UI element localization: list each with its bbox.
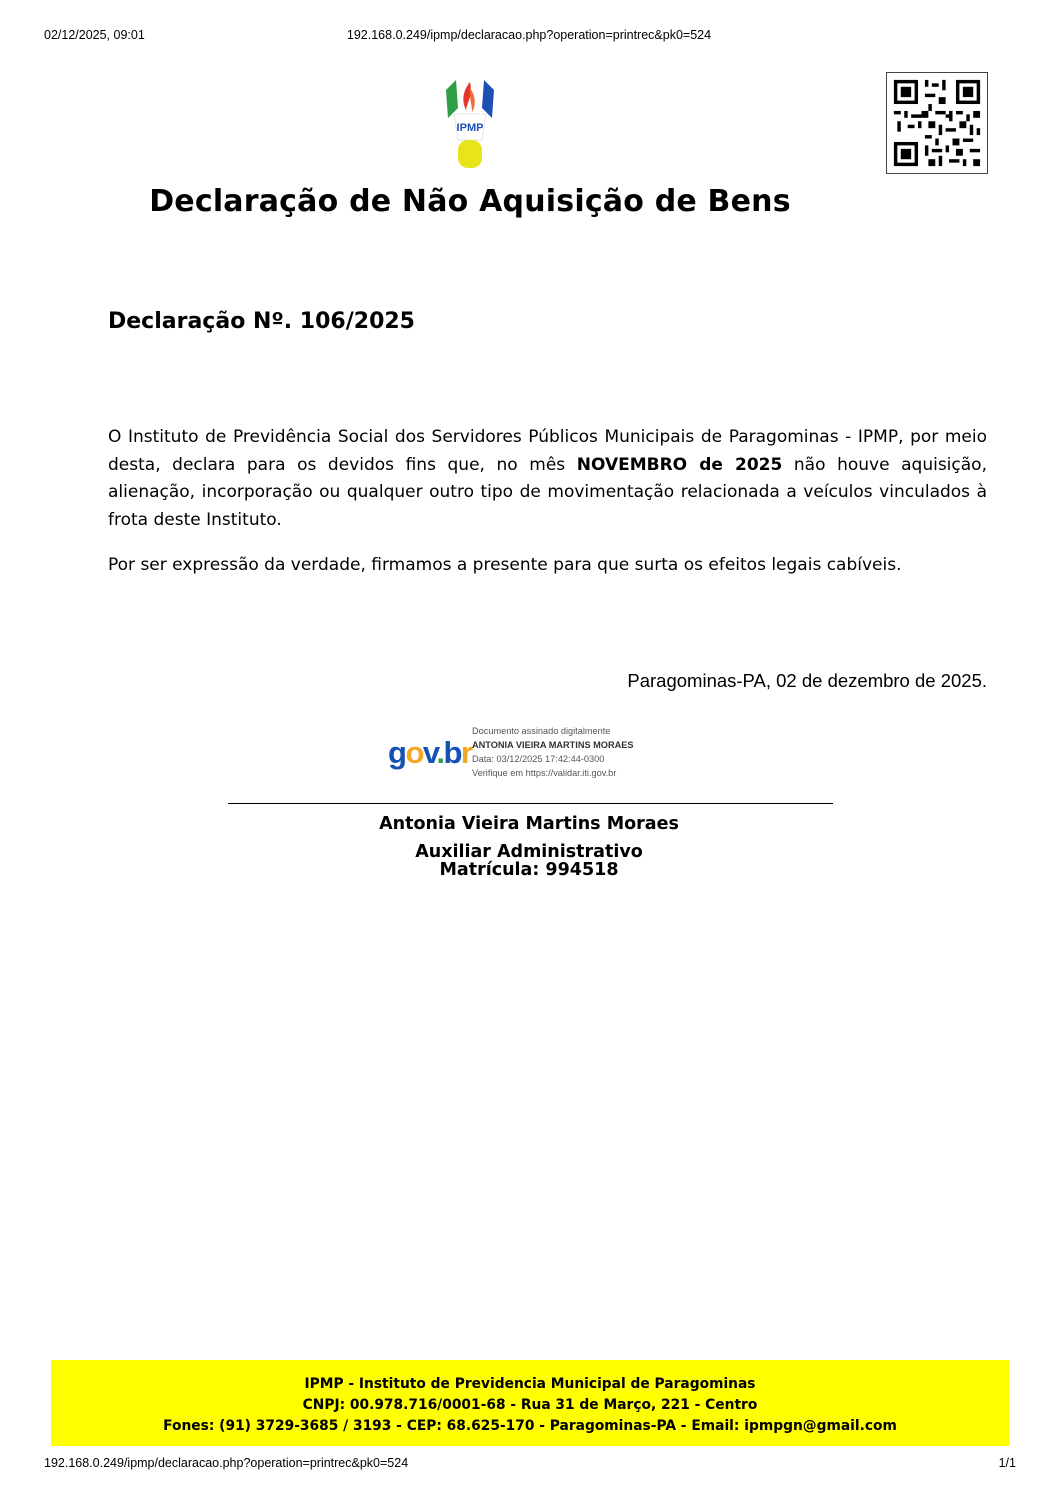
footer-contacts: Fones: (91) 3729-3685 / 3193 - CEP: 68.625-170 - Paragominas-PA - Email: ipmpgn@gmail.com — [163, 1418, 897, 1434]
govbr-logo: gov.br — [388, 735, 472, 770]
signature-details — [472, 724, 633, 780]
print-footer-url: 192.168.0.249/ipmp/declaracao.php?operation=printrec&pk0=524 — [44, 1456, 409, 1470]
digital-signature-stamp — [388, 722, 688, 786]
period-highlight: NOVEMBRO de 2025 — [576, 454, 783, 475]
signer-registration: Matrícula: 994518 — [439, 860, 619, 880]
signature-line — [228, 803, 833, 804]
body-paragraph-1: O Instituto de Previdência Social dos Servidores Públicos Municipais de Paragominas - IPMP, por meio desta, declara para os devidos fins que, no mês NOVEMBRO de 2025 não houve aquisição, alienação, incorporação ou qualquer outro tipo de movimentação relacionada a veículos vinculados à frota deste Instituto. — [108, 427, 987, 530]
document-title: Declaração de Não Aquisição de Bens — [149, 184, 791, 219]
footer-address: CNPJ: 00.978.716/0001-68 - Rua 31 de Março, 221 - Centro — [302, 1397, 758, 1413]
institution-footer — [51, 1360, 1009, 1446]
signer-role: Auxiliar Administrativo — [415, 842, 643, 862]
page-counter: 1/1 — [998, 1456, 1016, 1470]
ipmp-logo — [440, 78, 500, 170]
signature-verify-link: Verifique em https://validar.iti.gov.br — [472, 768, 617, 778]
signer-name: Antonia Vieira Martins Moraes — [379, 814, 679, 834]
logo-text: IPMP — [456, 122, 484, 134]
declaration-number: Declaração Nº. 106/2025 — [108, 309, 415, 334]
body-paragraph-2: Por ser expressão da verdade, firmamos a presente para que surta os efeitos legais cabíveis. — [108, 555, 902, 575]
print-datetime: 02/12/2025, 09:01 — [44, 28, 145, 42]
place-date: Paragominas-PA, 02 de dezembro de 2025. — [627, 670, 987, 691]
document-body — [108, 424, 987, 598]
footer-institution-name: IPMP - Instituto de Previdencia Municipal de Paragominas — [304, 1376, 756, 1392]
qr-code — [886, 72, 988, 174]
signature-date: Data: 03/12/2025 17:42:44-0300 — [472, 754, 605, 764]
signature-caption: Documento assinado digitalmente — [472, 726, 611, 736]
signature-signer: ANTONIA VIEIRA MARTINS MORAES — [472, 740, 634, 750]
print-url: 192.168.0.249/ipmp/declaracao.php?operation=printrec&pk0=524 — [346, 28, 712, 42]
